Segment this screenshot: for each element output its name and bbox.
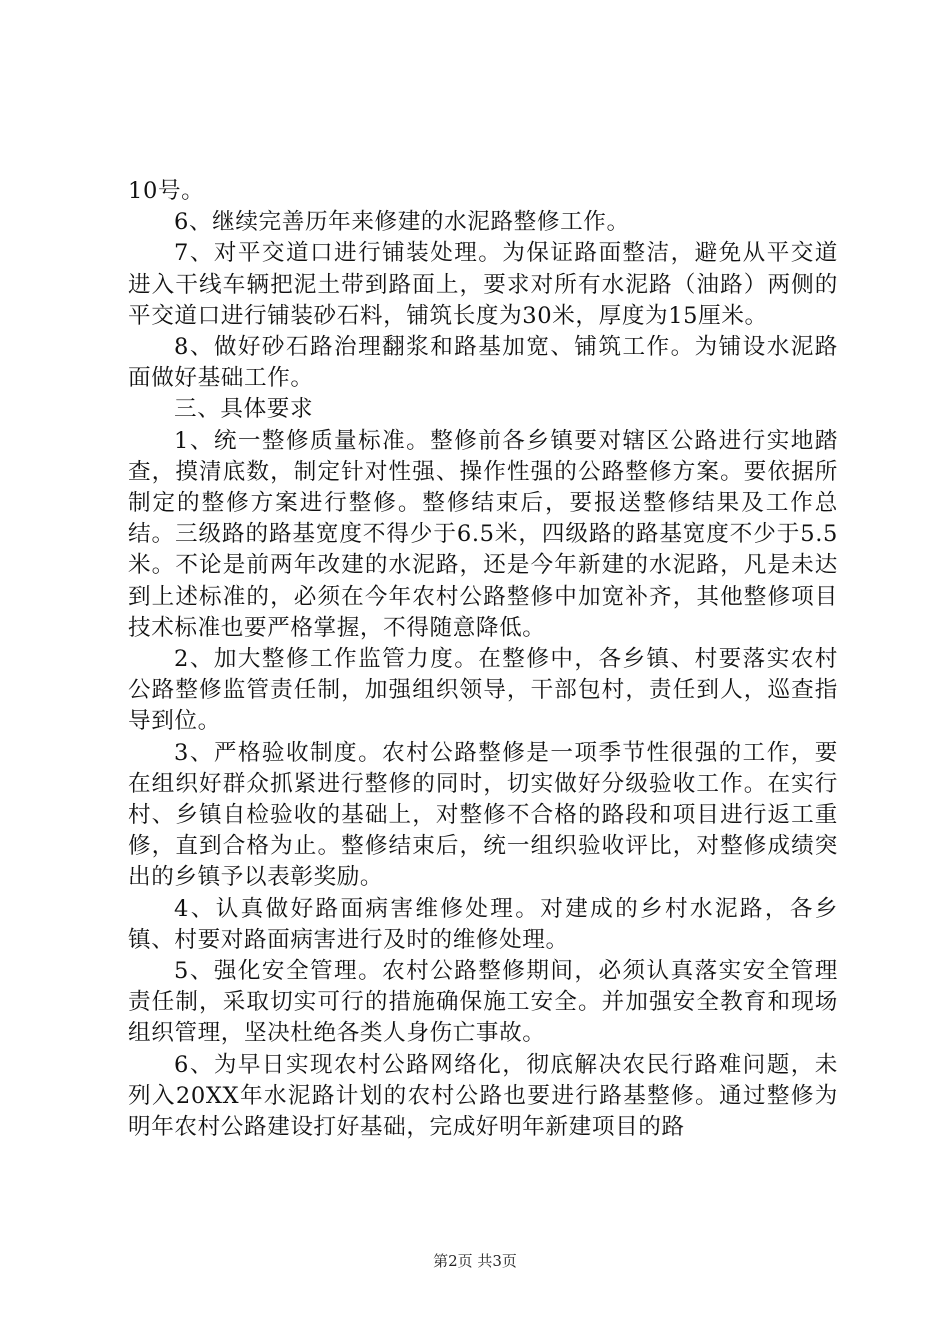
- requirement-4: 4、认真做好路面病害维修处理。对建成的乡村水泥路，各乡镇、村要对路面病害进行及时的维修处理。: [128, 895, 838, 953]
- requirement-6: 6、为早日实现农村公路网络化，彻底解决农民行路难问题，未列入20XX年水泥路计划的农村公路也要进行路基整修。通过整修为明年农村公路建设打好基础，完成好明年新建项目的路: [128, 1051, 838, 1141]
- paragraph-item-7: 7、对平交道口进行铺装处理。为保证路面整洁，避免从平交道进入干线车辆把泥土带到路面上，要求对所有水泥路（油路）两侧的平交道口进行铺装砂石料，铺筑长度为30米，厚度为15厘米。: [128, 240, 838, 329]
- requirement-5: 5、强化安全管理。农村公路整修期间，必须认真落实安全管理责任制，采取切实可行的措施确保施工安全。并加强安全教育和现场组织管理，坚决杜绝各类人身伤亡事故。: [128, 958, 838, 1047]
- requirement-2: 2、加大整修工作监管力度。在整修中，各乡镇、村要落实农村公路整修监管责任制，加强组织领导，干部包村，责任到人，巡查指导到位。: [128, 646, 838, 735]
- section-heading: 三、具体要求: [174, 396, 314, 423]
- paragraph-continuation: 10号。: [128, 178, 205, 204]
- requirement-1: 1、统一整修质量标准。整修前各乡镇要对辖区公路进行实地踏查，摸清底数，制定针对性强、操作性强的公路整修方案。要依据所制定的整修方案进行整修。整修结束后，要报送整修结果及工作总结。三级路的路基宽度不得少于6.5米，四级路的路基宽度不少于5.5米。不论是前两年改建的水泥路，还是今年新建的水泥路，凡是未达到上述标准的，必须在今年农村公路整修中加宽补齐，其他整修项目技术标准也要严格掌握，不得随意降低。: [128, 427, 838, 641]
- requirement-3: 3、严格验收制度。农村公路整修是一项季节性很强的工作，要在组织好群众抓紧进行整修的同时，切实做好分级验收工作。在实行村、乡镇自检验收的基础上，对整修不合格的路段和项目进行返工重修，直到合格为止。整修结束后，统一组织验收评比，对整修成绩突出的乡镇予以表彰奖励。: [128, 739, 838, 891]
- document-body: [128, 176, 838, 1143]
- paragraph-item-8: 8、做好砂石路治理翻浆和路基加宽、铺筑工作。为铺设水泥路面做好基础工作。: [128, 334, 838, 392]
- paragraph-item-6: 6、继续完善历年来修建的水泥路整修工作。: [174, 209, 630, 236]
- page-footer: 第2页 共3页: [433, 1252, 517, 1270]
